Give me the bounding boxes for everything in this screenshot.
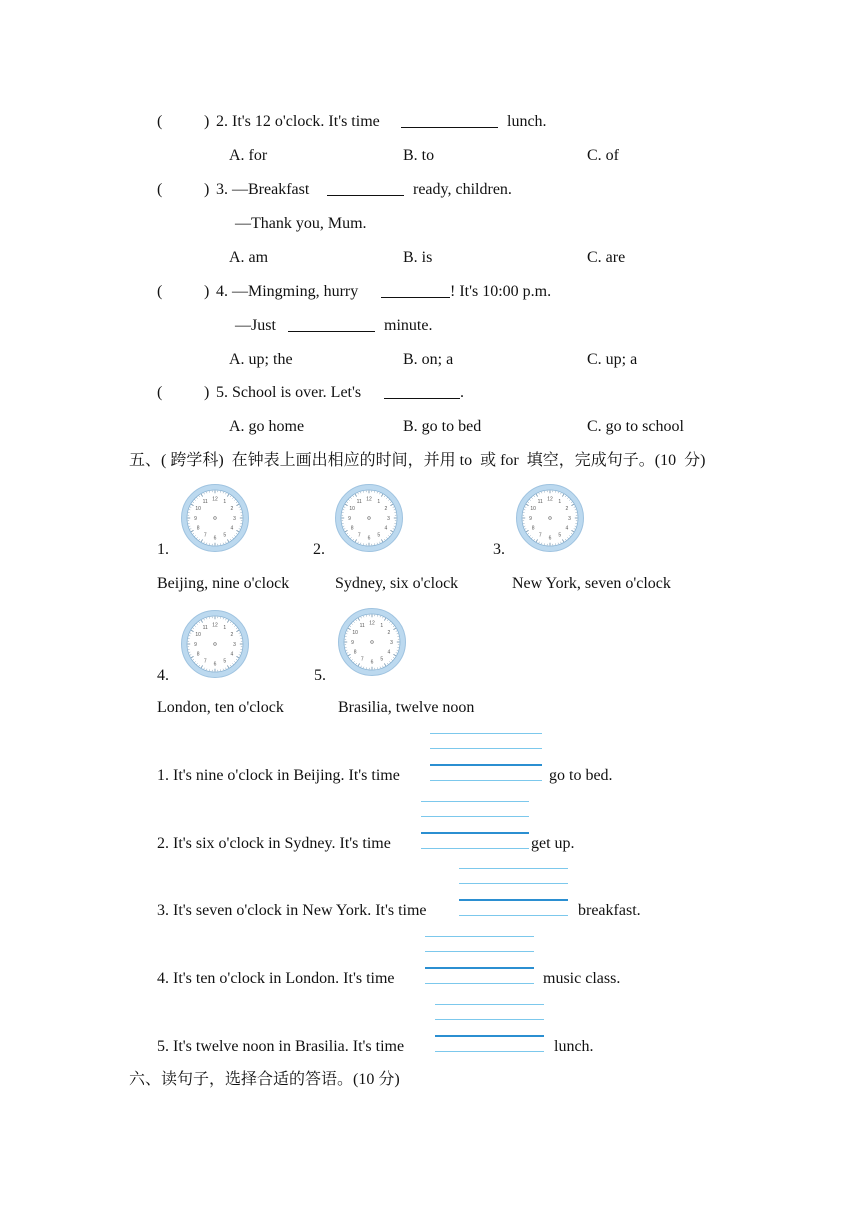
option-b: B. is xyxy=(403,249,433,266)
question-3-stem-end: ready, children. xyxy=(413,181,512,198)
clock-numeral: 4 xyxy=(387,649,391,656)
question-2-stem-end: lunch. xyxy=(507,113,547,130)
clock-numeral: 5 xyxy=(377,532,381,539)
clock-numeral: 7 xyxy=(357,532,361,539)
clock-numeral: 6 xyxy=(213,661,217,668)
clock-numeral: 6 xyxy=(548,535,552,542)
clock-numeral: 8 xyxy=(350,525,354,532)
section-5-heading: 五、( 跨学科) 在钟表上画出相应的时间，并用 to 或 for 填空，完成句子。(10 分) xyxy=(129,452,706,469)
clock-numeral: 1 xyxy=(377,498,381,505)
clock-numeral: 2 xyxy=(384,506,388,513)
clock-numeral: 10 xyxy=(530,506,536,513)
clock-numeral: 1 xyxy=(558,498,562,505)
option-c: C. of xyxy=(587,147,619,164)
clock-numeral: 8 xyxy=(353,649,357,656)
answer-paren-open: ( xyxy=(157,283,163,300)
clock-center xyxy=(371,641,374,644)
option-c: C. go to school xyxy=(587,418,684,435)
clock-numeral: 9 xyxy=(351,639,354,646)
clock-numeral: 11 xyxy=(202,498,208,505)
clock-numeral: 5 xyxy=(558,532,562,539)
clock-numeral: 10 xyxy=(352,630,358,637)
clock-numeral: 12 xyxy=(212,496,218,503)
clock-numeral: 9 xyxy=(194,641,197,648)
clock-numeral: 3 xyxy=(387,515,390,522)
writing-lines[interactable] xyxy=(421,801,529,851)
clock-numeral: 12 xyxy=(366,496,372,503)
clock-numeral: 2 xyxy=(565,506,569,513)
clock-caption: London, ten o'clock xyxy=(157,699,284,716)
sentence-5-end: lunch. xyxy=(554,1038,594,1055)
clock-numeral: 7 xyxy=(203,532,207,539)
clock-numeral: 4 xyxy=(230,651,234,658)
clock-numeral: 2 xyxy=(230,632,234,639)
answer-blank[interactable] xyxy=(327,195,404,196)
sentence-5: 5. It's twelve noon in Brasilia. It's time xyxy=(157,1038,405,1055)
clock-numeral: 5 xyxy=(223,532,227,539)
question-4-reply: —Just xyxy=(235,317,276,334)
option-a: A. up; the xyxy=(229,351,293,368)
clock-numeral: 12 xyxy=(547,496,553,503)
sentence-1: 1. It's nine o'clock in Beijing. It's time xyxy=(157,767,400,784)
clock-numeral: 4 xyxy=(384,525,388,532)
writing-lines[interactable] xyxy=(425,936,534,986)
writing-lines[interactable] xyxy=(435,1004,544,1054)
clock-numeral: 10 xyxy=(195,506,201,513)
clock-numeral: 5 xyxy=(380,656,384,663)
answer-paren-open: ( xyxy=(157,113,163,130)
section-6-heading: 六、读句子，选择合适的答语。(10 分) xyxy=(129,1071,400,1088)
clock-numeral: 11 xyxy=(359,622,365,629)
clock-number: 1. xyxy=(157,541,169,558)
sentence-4: 4. It's ten o'clock in London. It's time xyxy=(157,970,395,987)
clock-numeral: 8 xyxy=(531,525,535,532)
clock-numeral: 1 xyxy=(223,498,227,505)
clock-numeral: 3 xyxy=(568,515,571,522)
clock-numeral: 10 xyxy=(349,506,355,513)
clock-center xyxy=(368,517,371,520)
clock-numeral: 2 xyxy=(230,506,234,513)
sentence-3-end: breakfast. xyxy=(578,902,641,919)
clock-caption: Brasilia, twelve noon xyxy=(338,699,475,716)
clock-numeral: 12 xyxy=(369,620,375,627)
answer-blank[interactable] xyxy=(384,398,460,399)
answer-paren-close: ) xyxy=(204,181,210,198)
writing-lines[interactable] xyxy=(430,733,542,783)
clock-numeral: 3 xyxy=(390,639,393,646)
clock-numeral: 2 xyxy=(387,630,391,637)
sentence-1-end: go to bed. xyxy=(549,767,613,784)
clock-numeral: 5 xyxy=(223,658,227,665)
clock-numeral: 1 xyxy=(223,624,227,631)
clock-number: 5. xyxy=(314,667,326,684)
clock-numeral: 8 xyxy=(196,525,200,532)
answer-paren-open: ( xyxy=(157,181,163,198)
clock-face-icon[interactable] xyxy=(515,483,585,553)
clock-numeral: 9 xyxy=(194,515,197,522)
clock-numeral: 11 xyxy=(537,498,543,505)
clock-numeral: 6 xyxy=(370,659,374,666)
clock-numeral: 1 xyxy=(380,622,384,629)
answer-paren-close: ) xyxy=(204,283,210,300)
question-3-reply: —Thank you, Mum. xyxy=(235,215,367,232)
option-a: A. am xyxy=(229,249,269,266)
answer-paren-close: ) xyxy=(204,113,210,130)
answer-blank[interactable] xyxy=(381,297,450,298)
clock-numeral: 4 xyxy=(230,525,234,532)
question-4-reply-end: minute. xyxy=(384,317,433,334)
sentence-2: 2. It's six o'clock in Sydney. It's time xyxy=(157,835,391,852)
clock-numeral: 3 xyxy=(233,515,236,522)
answer-blank[interactable] xyxy=(288,331,375,332)
option-c: C. up; a xyxy=(587,351,638,368)
clock-number: 4. xyxy=(157,667,169,684)
clock-numeral: 11 xyxy=(202,624,208,631)
clock-numeral: 7 xyxy=(538,532,542,539)
clock-numeral: 6 xyxy=(213,535,217,542)
clock-caption: Beijing, nine o'clock xyxy=(157,575,290,592)
sentence-3: 3. It's seven o'clock in New York. It's time xyxy=(157,902,427,919)
option-b: B. to xyxy=(403,147,435,164)
clock-numeral: 7 xyxy=(203,658,207,665)
clock-face-icon[interactable] xyxy=(334,483,404,553)
answer-paren-open: ( xyxy=(157,384,163,401)
clock-numeral: 9 xyxy=(529,515,532,522)
clock-caption: Sydney, six o'clock xyxy=(335,575,459,592)
clock-center xyxy=(549,517,552,520)
question-5-stem: 5. School is over. Let's xyxy=(216,384,362,401)
answer-paren-close: ) xyxy=(204,384,210,401)
clock-number: 2. xyxy=(313,541,325,558)
clock-face-icon[interactable] xyxy=(180,483,250,553)
clock-center xyxy=(214,517,217,520)
option-b: B. go to bed xyxy=(403,418,482,435)
clock-numeral: 10 xyxy=(195,632,201,639)
option-a: A. for xyxy=(229,147,268,164)
clock-face-icon[interactable] xyxy=(180,609,250,679)
question-4-stem-end: ! It's 10:00 p.m. xyxy=(450,283,552,300)
question-2-stem: 2. It's 12 o'clock. It's time xyxy=(216,113,380,130)
clock-numeral: 3 xyxy=(233,641,236,648)
sentence-4-end: music class. xyxy=(543,970,621,987)
answer-blank[interactable] xyxy=(401,127,498,128)
question-4-stem: 4. —Mingming, hurry xyxy=(216,283,359,300)
clock-numeral: 8 xyxy=(196,651,200,658)
clock-caption: New York, seven o'clock xyxy=(512,575,671,592)
question-3-stem: 3. —Breakfast xyxy=(216,181,310,198)
sentence-2-end: get up. xyxy=(531,835,575,852)
clock-number: 3. xyxy=(493,541,505,558)
writing-lines[interactable] xyxy=(459,868,568,918)
clock-numeral: 11 xyxy=(356,498,362,505)
clock-numeral: 4 xyxy=(565,525,569,532)
option-b: B. on; a xyxy=(403,351,454,368)
clock-numeral: 9 xyxy=(348,515,351,522)
option-c: C. are xyxy=(587,249,626,266)
question-5-stem-end: . xyxy=(460,384,464,401)
clock-face-icon[interactable] xyxy=(337,607,407,677)
clock-numeral: 12 xyxy=(212,622,218,629)
clock-center xyxy=(214,643,217,646)
option-a: A. go home xyxy=(229,418,305,435)
clock-numeral: 7 xyxy=(360,656,364,663)
clock-numeral: 6 xyxy=(367,535,371,542)
